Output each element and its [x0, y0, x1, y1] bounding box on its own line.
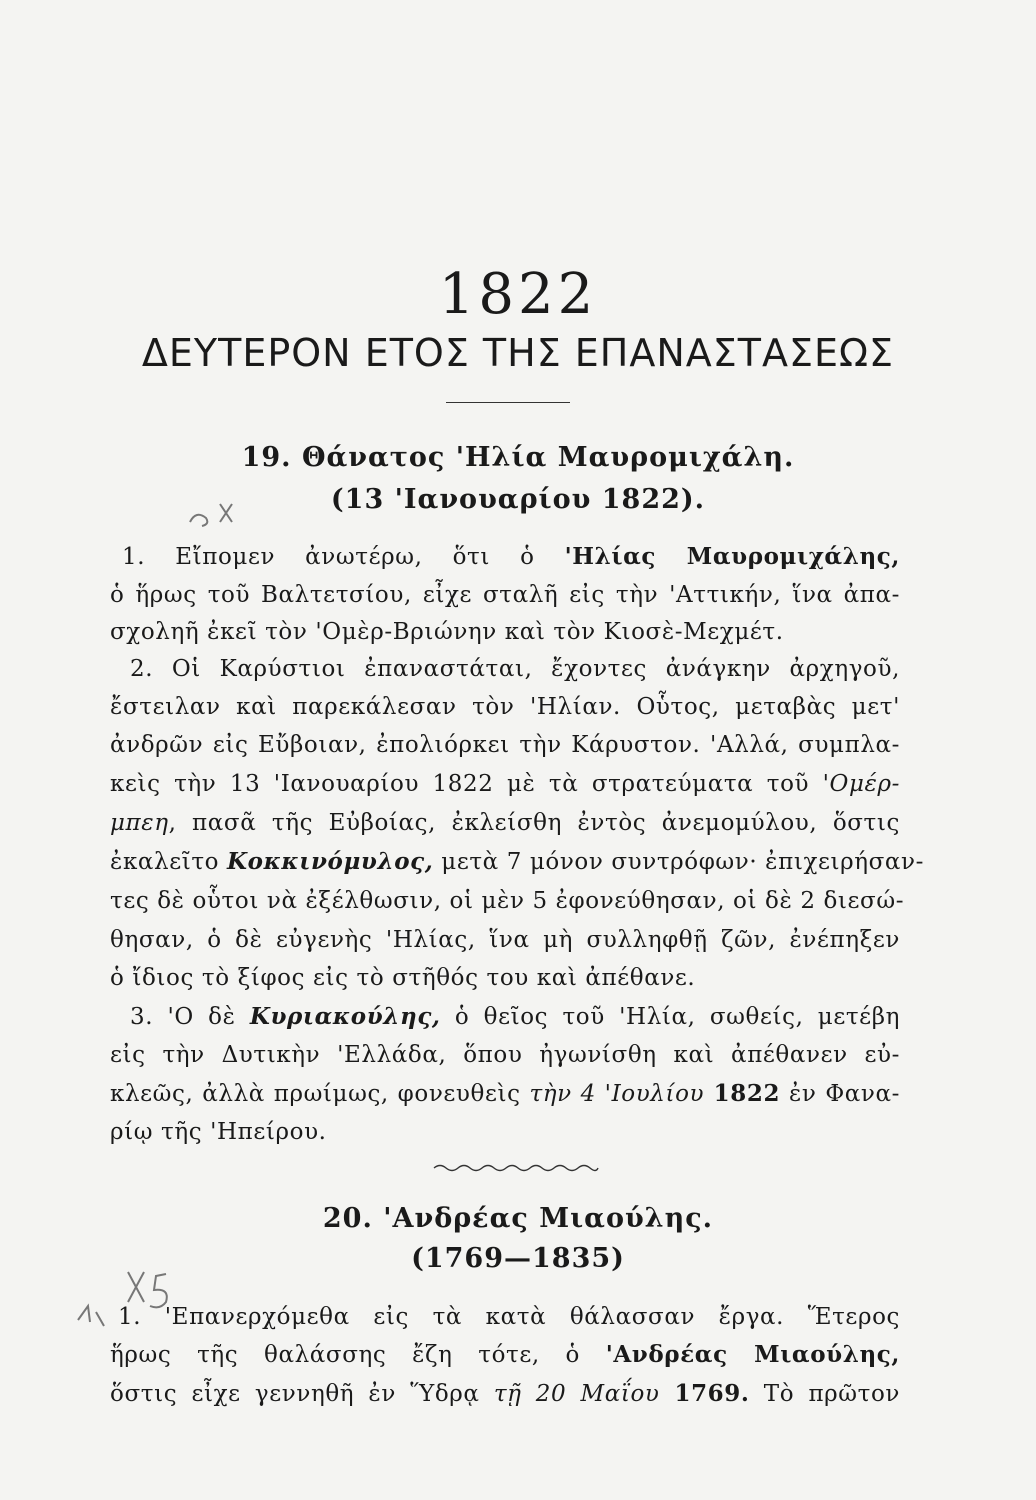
s20-line-2: ἥρως τῆς θαλάσσης ἔζη τότε, ὁ 'Ανδρέας Μιαούλης,: [110, 1341, 900, 1368]
s19-line-8: μπεη, πασᾶ τῆς Εὐβοίας, ἐκλείσθη ἐντὸς ἀνεμομύλου, ὅστις: [110, 810, 900, 836]
s19-line-4: 2. Οἱ Καρύστιοι ἐπαναστάται, ἔχοντες ἀνάγκην ἀρχηγοῦ,: [130, 656, 900, 682]
pencil-mark-1: [180, 484, 250, 532]
s20-line-3: ὅστις εἶχε γεννηθῆ ἐν Ὕδρᾳ τῇ 20 Μαΐου 1769. Τὸ πρῶτον: [110, 1380, 900, 1407]
s19-line-16: ρίῳ τῆς 'Ηπείρου.: [110, 1119, 327, 1145]
s19-line-3: σχοληῆ ἐκεῖ τὸν 'Ομὲρ-Βριώνην καὶ τὸν Κιοσὲ-Μεχμέτ.: [110, 619, 784, 645]
chapter-year: 1822: [438, 262, 598, 327]
name-andreas-miaoulis: 'Ανδρέας Μιαούλης,: [605, 1341, 900, 1368]
s19-line-15: κλεῶς, ἀλλὰ πρωίμως, φονευθεὶς τὴν 4 'Ιουλίου 1822 ἐν Φανα-: [110, 1080, 900, 1107]
section-19-date: (13 'Ιανουαρίου 1822).: [330, 484, 706, 515]
s19-line-11: θησαν, ὁ δὲ εὐγενὴς 'Ηλίας, ἵνα μὴ συλληφθῇ ζῶν, ἐνέπηξεν: [110, 927, 900, 953]
ornament-divider: [432, 1160, 600, 1176]
s19-line-9: ἐκαλεῖτο Κοκκινόμυλος, μετὰ 7 μόνον συντρόφων· ἐπιχειρήσαν-: [110, 848, 925, 875]
pencil-mark-2: [70, 1262, 200, 1342]
s19-line-12: ὁ ἴδιος τὸ ξίφος εἰς τὸ στῆθός του καὶ ἀπέθανε.: [110, 965, 696, 991]
s19-line-7: κεὶς τὴν 13 'Ιανουαρίου 1822 μὲ τὰ στρατεύματα τοῦ 'Ομέρ-: [110, 771, 900, 797]
s20-line-1: 1. 'Επανερχόμεθα εἰς τὰ κατὰ θάλασσαν ἔργα. Ἕτερος: [118, 1304, 900, 1330]
section-19-heading: 19. Θάνατος 'Ηλία Μαυρομιχάλη.: [241, 442, 795, 473]
s19-line-6: ἀνδρῶν εἰς Εὔβοιαν, ἐπολιόρκει τὴν Κάρυστον. 'Αλλά, συμπλα-: [110, 732, 900, 758]
section-20-heading: 20. 'Ανδρέας Μιαούλης.: [322, 1203, 714, 1234]
s19-line-1: 1. Εἴπομεν ἀνωτέρω, ὅτι ὁ 'Ηλίας Μαυρομιχάλης,: [122, 543, 900, 570]
s19-line-14: εἰς τὴν Δυτικὴν 'Ελλάδα, ὅπου ἠγωνίσθη καὶ ἀπέθανεν εὐ-: [110, 1042, 900, 1068]
title-divider: [446, 402, 570, 403]
s19-line-2: ὁ ἥρως τοῦ Βαλτετσίου, εἶχε σταλῆ εἰς τὴν 'Αττικήν, ἵνα ἀπα-: [110, 582, 900, 608]
s19-line-13: 3. 'Ο δὲ Κυριακούλης, ὁ θεῖος τοῦ 'Ηλία, σωθείς, μετέβη: [130, 1003, 900, 1030]
s19-line-10: τες δὲ οὗτοι νὰ ἐξέλθωσιν, οἱ μὲν 5 ἐφονεύθησαν, οἱ δὲ 2 διεσώ-: [110, 888, 905, 914]
s19-line-5: ἔστειλαν καὶ παρεκάλεσαν τὸν 'Ηλίαν. Οὗτος, μεταβὰς μετ': [110, 694, 900, 720]
name-ilias-mavromichalis: 'Ηλίας Μαυρομιχάλης,: [564, 543, 900, 570]
section-20-years: (1769—1835): [411, 1243, 625, 1274]
chapter-title: ΔΕΥΤΕΡΟΝ ΕΤΟΣ ΤΗΣ ΕΠΑΝΑΣΤΑΣΕΩΣ: [141, 331, 895, 375]
